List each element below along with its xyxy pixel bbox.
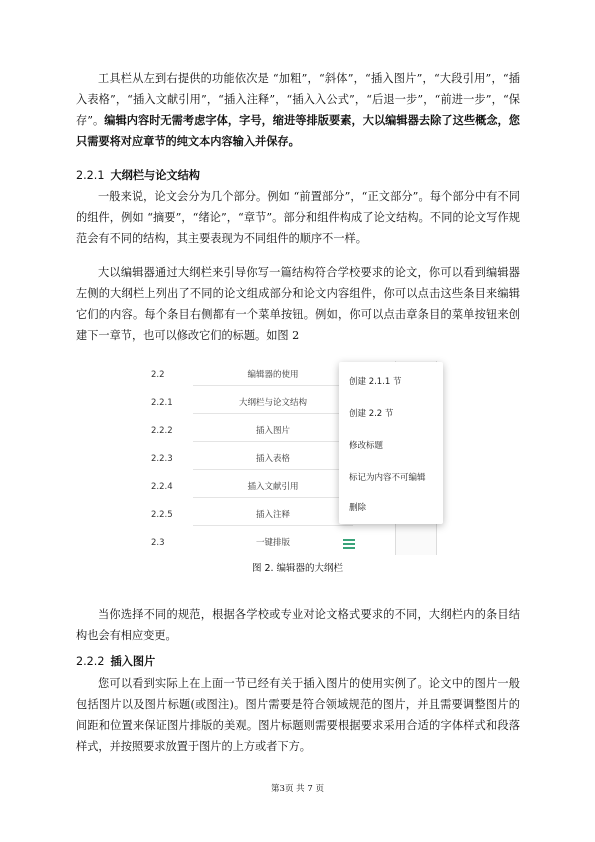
outline-row-title: 大纲栏与论文结构 xyxy=(193,393,353,414)
section1-paragraph-2: 大以编辑器通过大纲栏来引导你写一篇结构符合学校要求的论文，你可以看到编辑器左侧的大纲栏上列出了不同的论文组成部分和论文内容组件，你可以点击这些条目来编辑它们的内容。每个条目右侧都有一个菜单按钮。例如，你可以点击章条目的菜单按钮来创建下一章节，也可以修改它们的标题。如图 2 xyxy=(76,266,520,342)
outline-row-number: 2.2 xyxy=(151,370,165,380)
menu-lines-icon[interactable] xyxy=(343,539,355,549)
outline-row[interactable] xyxy=(143,529,393,557)
outline-row-number: 2.2.1 xyxy=(151,398,173,408)
outline-row-title: 插入表格 xyxy=(193,449,353,470)
after-figure-paragraph: 当你选择不同的规范，根据各学校或专业对论文格式要求的不同，大纲栏内的条目结构也会有相应变更。 xyxy=(76,608,520,642)
figure-caption: 图 2. 编辑器的大纲栏 xyxy=(251,563,344,574)
section2-paragraph-1: 您可以看到实际上在上面一节已经有关于插入图片的使用实例了。论文中的图片一般包括图片以及图片标题(或图注)。图片需要是符合领域规范的图片，并且需要调整图片的间距和位置来保证图片排版的美观。图片标题则需要根据要求采用合适的字体样式和段落样式，并按照要求放置于图片的上方或者下方。 xyxy=(76,677,520,753)
section-title: 插入图片 xyxy=(110,655,156,668)
outline-row-number: 2.3 xyxy=(151,538,165,548)
page-footer: 第3页 共 7 页 xyxy=(271,784,324,794)
menu-item-create-subsection[interactable]: 创建 2.1.1 节 xyxy=(349,377,402,387)
menu-item-lock-content[interactable]: 标记为内容不可编辑 xyxy=(349,473,426,483)
outline-row-title: 插入文献引用 xyxy=(193,477,353,498)
outline-row-number: 2.2.2 xyxy=(151,426,173,436)
section-heading-2-2-2 xyxy=(76,654,155,670)
outline-row-title: 插入注释 xyxy=(193,505,353,526)
intro-bold-text: 编辑内容时无需考虑字体，字号，缩进等排版要素，大以编辑器去除了这些概念，您只需要将对应章节的纯文本内容输入并保存。 xyxy=(76,113,520,148)
menu-item-rename[interactable]: 修改标题 xyxy=(349,441,384,451)
outline-row-number: 2.2.3 xyxy=(151,454,173,464)
section-number: 2.2.2 xyxy=(76,655,105,668)
outline-row-title: 一键排版 xyxy=(255,538,290,548)
intro-text: 工具栏从左到右提供的功能依次是 “加粗”，“斜体”，“插入图片”，“大段引用”，“插入表格”，“插入文献引用”，“插入注释”，“插入入公式”，“后退一步”，“前进一步”，“保存”。 xyxy=(76,72,520,127)
outline-row-number: 2.2.4 xyxy=(151,482,173,492)
intro-paragraph xyxy=(76,68,520,152)
section-heading-2-2-1 xyxy=(76,168,200,184)
context-menu xyxy=(339,362,443,524)
menu-item-delete[interactable]: 删除 xyxy=(349,503,367,513)
section-number: 2.2.1 xyxy=(76,169,105,182)
section1-paragraph-1: 一般来说，论文会分为几个部分。例如 “前置部分”，“正文部分”。每个部分中有不同的组件，例如 “摘要”，“绪论”，“章节”。部分和组件构成了论文结构。不同的论文写作规范会有不同的结构，其主要表现为不同组件的顺序不一样。 xyxy=(76,190,520,245)
menu-item-create-section[interactable]: 创建 2.2 节 xyxy=(349,409,394,419)
section-title: 大纲栏与论文结构 xyxy=(110,169,200,182)
outline-row-title: 编辑器的使用 xyxy=(193,365,353,386)
outline-row-number: 2.2.5 xyxy=(151,510,173,520)
outline-figure xyxy=(143,361,443,555)
outline-row-title: 插入图片 xyxy=(193,421,353,442)
